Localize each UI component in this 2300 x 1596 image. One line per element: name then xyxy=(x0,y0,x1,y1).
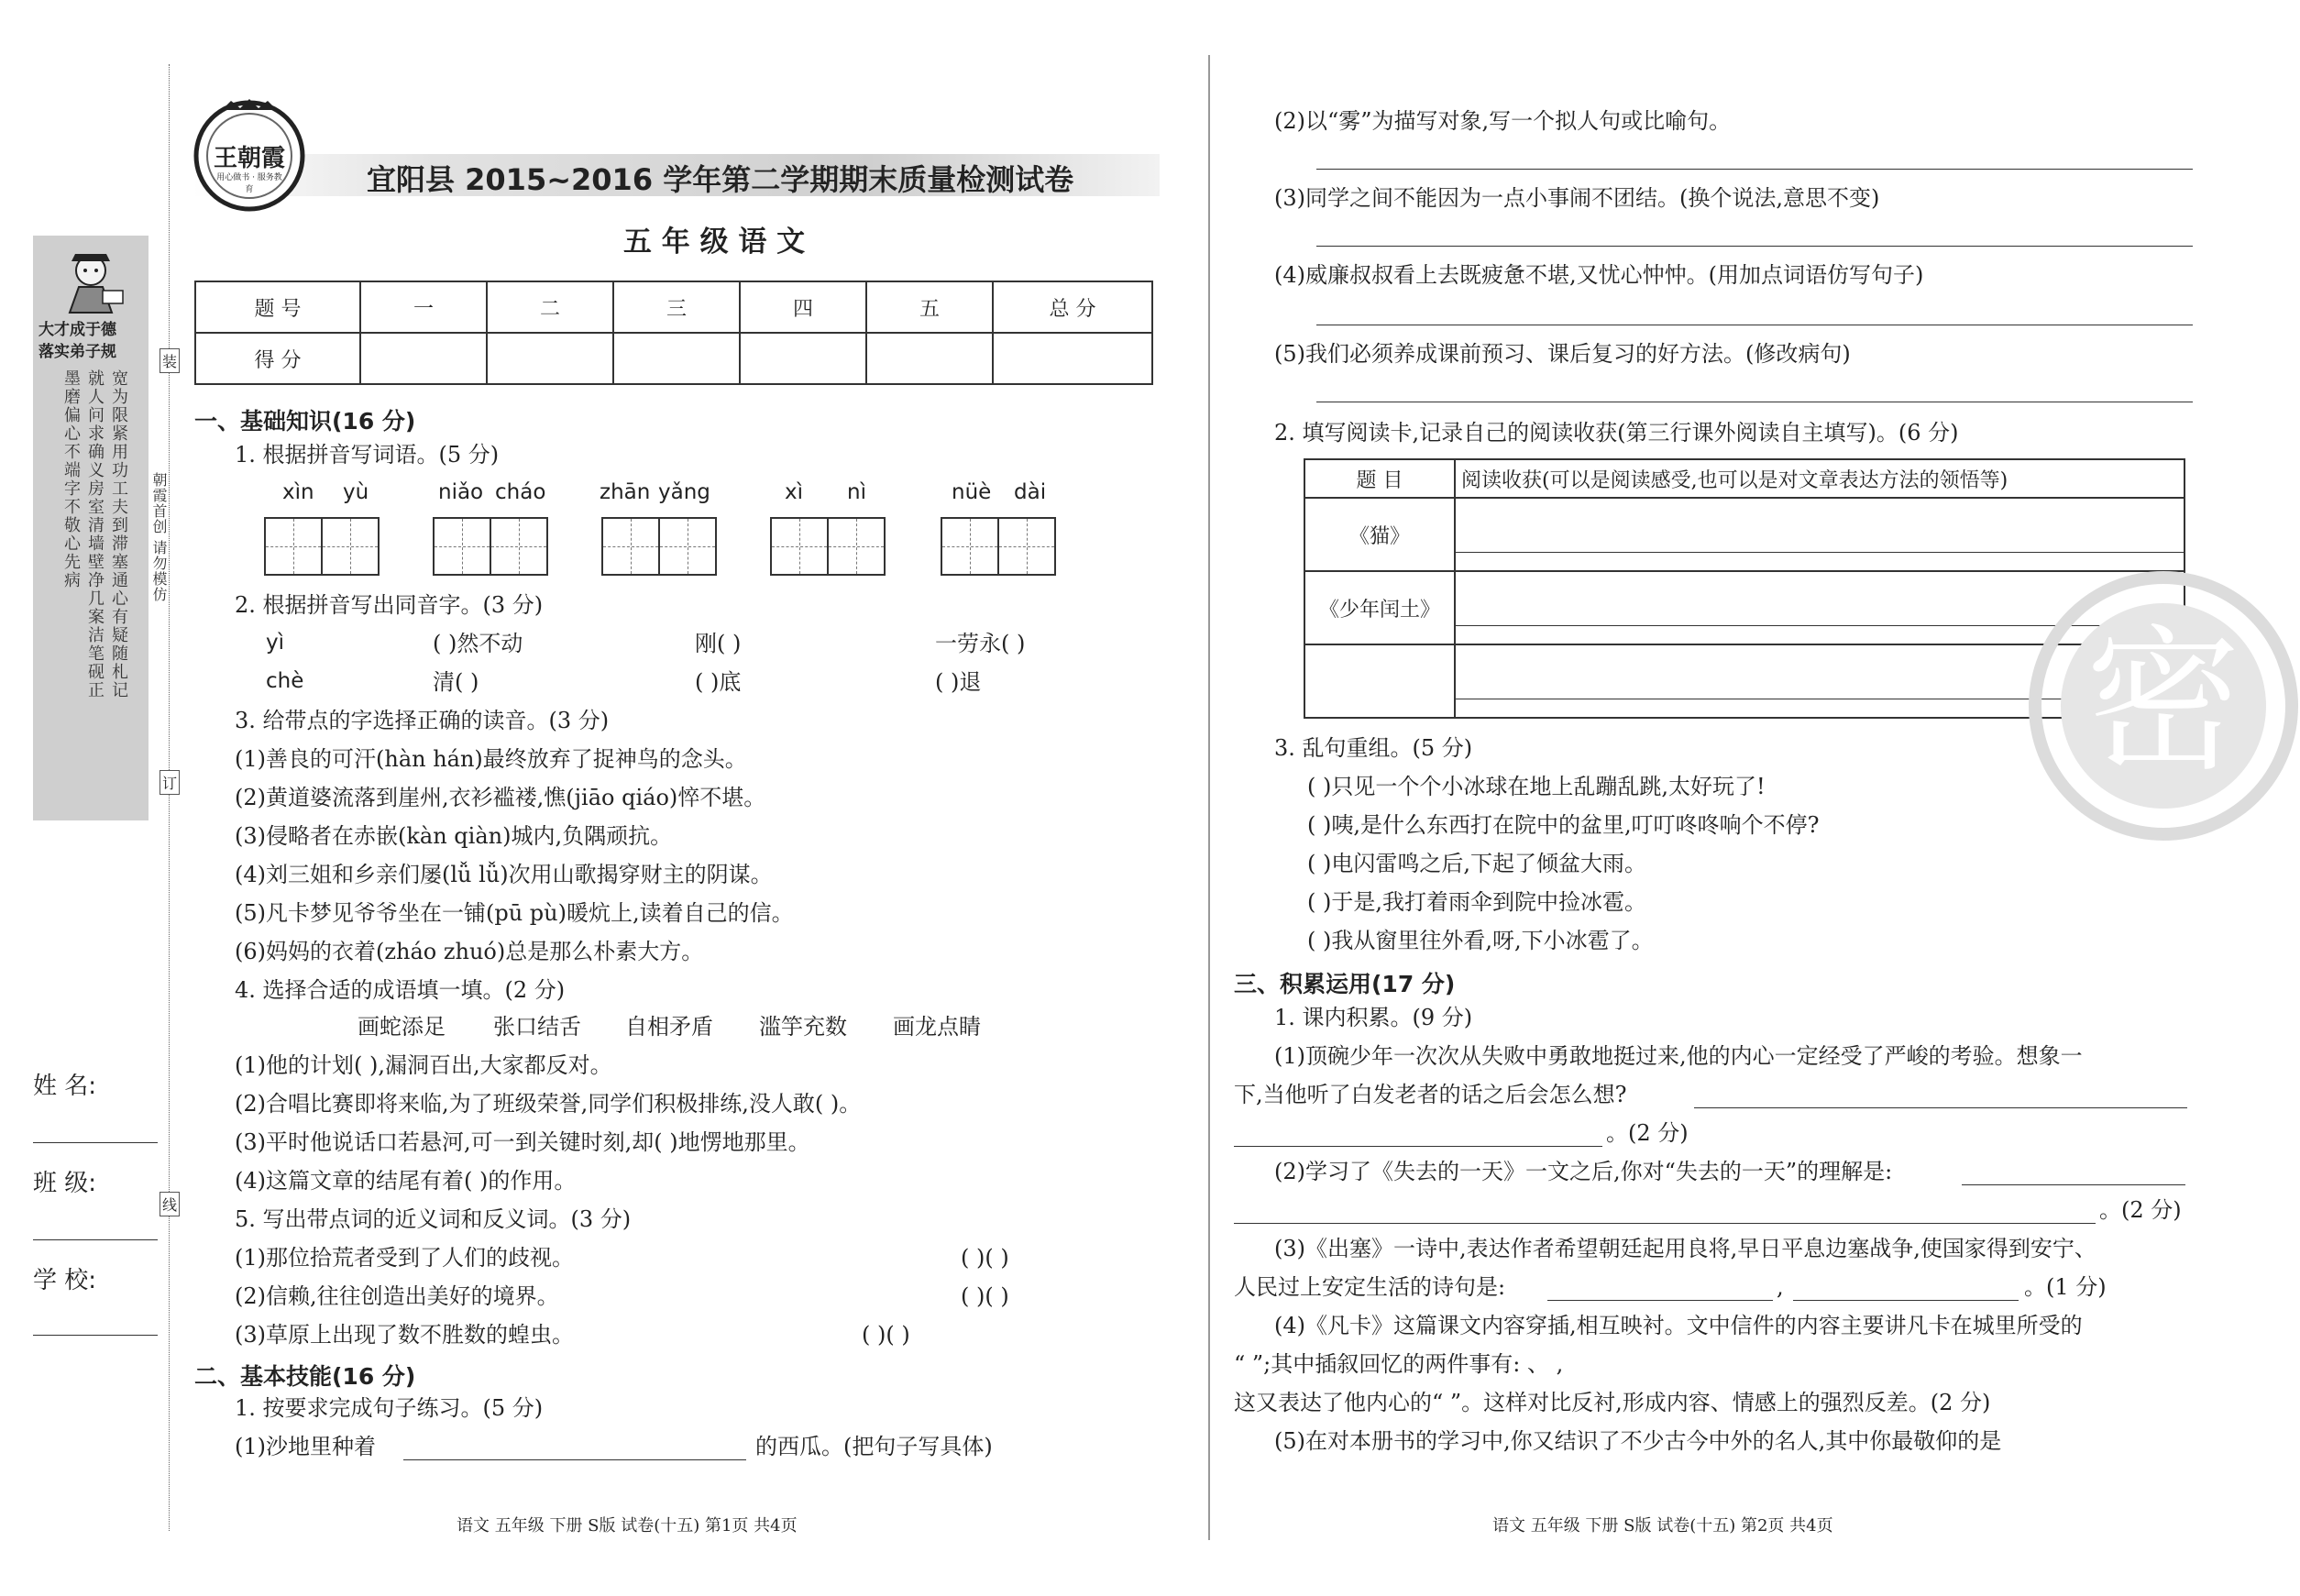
pinyin: yǎng xyxy=(658,480,710,504)
q3-item[interactable]: (1)善良的可汗(hàn hán)最终放弃了捉神鸟的念头。 xyxy=(235,746,747,772)
cut-mark-1: 装 xyxy=(160,348,180,373)
answer-line[interactable] xyxy=(403,1459,746,1460)
card-title[interactable] xyxy=(1304,644,1455,718)
rules-column-3: 墨磨偏心不端字不敬心先病 xyxy=(61,369,81,589)
slogan-1: 大才成于德 xyxy=(39,321,116,339)
class-label: 班 级: xyxy=(33,1170,97,1197)
s2-q1-1-pre: (1)沙地里种着 xyxy=(235,1434,376,1459)
writing-grid[interactable] xyxy=(264,517,378,576)
writing-grid[interactable] xyxy=(433,517,546,576)
s2-q1: 1. 按要求完成句子练习。(5 分) xyxy=(235,1395,544,1421)
s3-q1-4-line3[interactable]: 这又表达了他内心的“ ”。这样对比反衬,形成内容、情感上的强烈反差。(2 分) xyxy=(1234,1390,1991,1415)
q4-item[interactable]: (1)他的计划( ),漏洞百出,大家都反对。 xyxy=(235,1052,612,1078)
reorder-item[interactable]: ( )咦,是什么东西打在院中的盆里,叮叮咚咚响个不停? xyxy=(1307,812,1820,838)
s3-q1-1-line2: 下,当他听了白发老者的话之后会怎么想? xyxy=(1234,1082,1627,1107)
pinyin: cháo xyxy=(495,480,546,504)
s2-q3: 3. 乱句重组。(5 分) xyxy=(1274,735,1473,761)
q5-blanks[interactable]: ( )( ) xyxy=(862,1322,910,1348)
answer-line[interactable] xyxy=(1234,1146,1602,1147)
score-cell: 总 分 xyxy=(993,281,1152,333)
answer-line[interactable] xyxy=(1234,1223,2096,1224)
watermark-char: 密 xyxy=(2085,611,2241,793)
scholar-figure-icon xyxy=(51,245,130,314)
answer-line[interactable] xyxy=(1694,1107,2187,1108)
score-value-row xyxy=(195,333,1152,384)
name-label: 姓 名: xyxy=(33,1073,97,1100)
logo-text: 王朝霞 xyxy=(213,145,285,172)
score-label: 得 分 xyxy=(195,333,360,384)
homophone-blank[interactable]: 刚( ) xyxy=(695,631,742,656)
s2-q1-3: (3)同学之间不能因为一点小事闹不团结。(换个说法,意思不变) xyxy=(1274,185,1880,211)
q5-item: (2)信赖,往往创造出美好的境界。 xyxy=(235,1283,559,1309)
logo-subtitle: 用心做书 · 服务教育 xyxy=(216,173,282,194)
score-input[interactable] xyxy=(613,333,740,384)
school-label: 学 校: xyxy=(33,1267,97,1294)
idiom-option: 画蛇添足 xyxy=(358,1014,446,1040)
s1-q1: 1. 根据拼音写词语。(5 分) xyxy=(235,442,500,468)
s3-q1-5: (5)在对本册书的学习中,你又结识了不少古今中外的名人,其中你最敬仰的是 xyxy=(1274,1428,2002,1454)
s2-q2: 2. 填写阅读卡,记录自己的阅读收获(第三行课外阅读自主填写)。(6 分) xyxy=(1274,420,1959,446)
idiom-option: 画龙点睛 xyxy=(893,1014,981,1040)
q3-item[interactable]: (4)刘三姐和乡亲们屡(lǚ lǚ)次用山歌揭穿财主的阴谋。 xyxy=(235,862,773,887)
pinyin: xì xyxy=(785,480,804,504)
answer-line[interactable] xyxy=(1793,1300,2019,1301)
cut-mark-3: 线 xyxy=(160,1192,180,1216)
idiom-option: 张口结舌 xyxy=(493,1014,581,1040)
score-input[interactable] xyxy=(993,333,1152,384)
s3-q1-2: (2)学习了《失去的一天》一文之后,你对“失去的一天”的理解是: xyxy=(1274,1159,1893,1184)
s2-q1-4: (4)威廉叔叔看上去既疲惫不堪,又忧心忡忡。(用加点词语仿写句子) xyxy=(1274,262,1924,288)
card-head: 阅读收获(可以是阅读感受,也可以是对文章表达方法的领悟等) xyxy=(1455,459,2184,498)
footer-left: 语文 五年级 下册 S版 试卷(十五) 第1页 共4页 xyxy=(457,1516,798,1535)
reorder-item[interactable]: ( )我从窗里往外看,呀,下小冰雹了。 xyxy=(1307,928,1654,953)
answer-line[interactable] xyxy=(1547,1300,1773,1301)
q3-item[interactable]: (5)凡卡梦见爷爷坐在一铺(pū pù)暖炕上,读着自己的信。 xyxy=(235,900,794,926)
s3-q1-4-line2[interactable]: “ ”;其中插叙回忆的两件事有: 、 , xyxy=(1234,1351,1564,1377)
pinyin: yù xyxy=(343,480,369,504)
section3-title: 三、积累运用(17 分) xyxy=(1234,971,1456,997)
score-cell: 一 xyxy=(360,281,487,333)
q3-item[interactable]: (3)侵略者在赤嵌(kàn qiàn)城内,负隅顽抗。 xyxy=(235,823,673,849)
s3-q1: 1. 课内积累。(9 分) xyxy=(1274,1005,1473,1030)
q3-item[interactable]: (6)妈妈的衣着(zháo zhuó)总是那么朴素大方。 xyxy=(235,939,704,964)
writing-grid[interactable] xyxy=(770,517,884,576)
score-header-row xyxy=(195,281,1152,333)
pinyin: dài xyxy=(1014,480,1047,504)
writing-grid[interactable] xyxy=(601,517,715,576)
homophone-blank[interactable]: 清( ) xyxy=(433,669,479,695)
q3-item[interactable]: (2)黄道婆流落到崖州,衣衫褴褛,憔(jiāo qiáo)悴不堪。 xyxy=(235,785,766,810)
score-note: 。(2 分) xyxy=(1606,1120,1689,1146)
score-cell: 题 号 xyxy=(195,281,360,333)
comma: , xyxy=(1777,1274,1784,1300)
s1-q2: 2. 根据拼音写出同音字。(3 分) xyxy=(235,592,544,618)
s3-q1-4: (4)《凡卡》这篇课文内容穿插,相互映衬。文中信件的内容主要讲凡卡在城里所受的 xyxy=(1274,1313,2083,1338)
class-line[interactable] xyxy=(33,1239,158,1240)
score-input[interactable] xyxy=(866,333,993,384)
exam-title: 宜阳县 2015~2016 学年第二学期期末质量检测试卷 xyxy=(367,162,1074,197)
q5-item: (1)那位拾荒者受到了人们的歧视。 xyxy=(235,1245,574,1271)
no-copy-notice: 朝霞首创 请勿模仿 xyxy=(150,472,168,603)
homophone-blank[interactable]: ( )退 xyxy=(935,669,982,695)
q5-item: (3)草原上出现了数不胜数的蝗虫。 xyxy=(235,1322,574,1348)
pinyin: zhān xyxy=(600,480,651,504)
reorder-item[interactable]: ( )于是,我打着雨伞到院中捡冰雹。 xyxy=(1307,889,1646,915)
score-input[interactable] xyxy=(487,333,613,384)
score-note: 。(2 分) xyxy=(2099,1197,2182,1223)
cut-mark-2: 订 xyxy=(160,770,180,795)
score-cell: 五 xyxy=(866,281,993,333)
reorder-item[interactable]: ( )只见一个个小冰球在地上乱蹦乱跳,太好玩了! xyxy=(1307,774,1766,799)
q5-blanks[interactable]: ( )( ) xyxy=(961,1245,1009,1271)
section2-title: 二、基本技能(16 分) xyxy=(194,1363,416,1390)
s2-q1-1-post: 的西瓜。(把句子写具体) xyxy=(755,1434,993,1459)
s1-q5: 5. 写出带点词的近义词和反义词。(3 分) xyxy=(235,1206,632,1232)
q4-item[interactable]: (4)这篇文章的结尾有着( )的作用。 xyxy=(235,1168,577,1194)
name-line[interactable] xyxy=(33,1142,158,1143)
subject-title: 五 年 级 语 文 xyxy=(623,226,806,259)
pinyin: niǎo xyxy=(438,480,484,504)
card-head: 题 目 xyxy=(1304,459,1455,498)
q4-item[interactable]: (3)平时他说话口若悬河,可一到关键时刻,却( )地愣地那里。 xyxy=(235,1129,810,1155)
publisher-logo xyxy=(191,95,308,213)
answer-line[interactable] xyxy=(1316,169,2193,170)
homophone-blank[interactable]: ( )底 xyxy=(695,669,742,695)
s1-q4: 4. 选择合适的成语填一填。(2 分) xyxy=(235,977,566,1003)
confidential-seal-icon xyxy=(2026,568,2300,843)
answer-line[interactable] xyxy=(1316,246,2193,247)
score-cell: 二 xyxy=(487,281,613,333)
school-line[interactable] xyxy=(33,1335,158,1336)
pinyin: chè xyxy=(266,669,304,693)
side-strip xyxy=(33,236,149,820)
score-note: 。(1 分) xyxy=(2024,1274,2107,1300)
reorder-item[interactable]: ( )电闪雷鸣之后,下起了倾盆大雨。 xyxy=(1307,851,1646,876)
s2-q1-2: (2)以“雾”为描写对象,写一个拟人句或比喻句。 xyxy=(1274,108,1732,134)
score-cell: 四 xyxy=(740,281,866,333)
s1-q3: 3. 给带点的字选择正确的读音。(3 分) xyxy=(235,708,610,733)
s3-q1-1: (1)顶碗少年一次次从失败中勇敢地挺过来,他的内心一定经受了严峻的考验。想象一 xyxy=(1274,1043,2083,1069)
section1-title: 一、基础知识(16 分) xyxy=(194,408,416,435)
rules-column-2: 就人问求确义房室清墙壁净几案洁笔砚正 xyxy=(85,369,105,699)
pinyin: yì xyxy=(266,631,285,655)
pinyin: nüè xyxy=(952,480,992,504)
card-title: 《猫》 xyxy=(1304,498,1455,571)
answer-line[interactable] xyxy=(1962,1184,2185,1185)
rules-column-1: 宽为限紧用功工夫到滞塞通心有疑随札记 xyxy=(109,369,128,699)
card-answer[interactable] xyxy=(1455,498,2184,571)
writing-grid[interactable] xyxy=(941,517,1054,576)
idiom-option: 滥竽充数 xyxy=(759,1014,847,1040)
q4-item[interactable]: (2)合唱比赛即将来临,为了班级荣誉,同学们积极排练,没人敢( )。 xyxy=(235,1091,862,1117)
s3-q1-3: (3)《出塞》一诗中,表达作者希望朝廷起用良将,早日平息边塞战争,使国家得到安宁、 xyxy=(1274,1236,2096,1261)
score-cell: 三 xyxy=(613,281,740,333)
card-title: 《少年闰土》 xyxy=(1304,571,1455,644)
idiom-option: 自相矛盾 xyxy=(625,1014,713,1040)
score-input[interactable] xyxy=(740,333,866,384)
score-input[interactable] xyxy=(360,333,487,384)
homophone-blank[interactable]: 一劳永( ) xyxy=(935,631,1026,656)
pinyin: nì xyxy=(847,480,866,504)
q5-blanks[interactable]: ( )( ) xyxy=(961,1283,1009,1309)
page-divider xyxy=(1208,55,1210,1540)
binding-line xyxy=(169,64,170,1531)
homophone-blank[interactable]: ( )然不动 xyxy=(433,631,523,656)
pinyin: xìn xyxy=(282,480,314,504)
score-table xyxy=(194,281,1153,385)
slogan-2: 落实弟子规 xyxy=(39,343,116,361)
footer-right: 语文 五年级 下册 S版 试卷(十五) 第2页 共4页 xyxy=(1492,1516,1833,1535)
s2-q1-5: (5)我们必须养成课前预习、课后复习的好方法。(修改病句) xyxy=(1274,341,1851,367)
s3-q1-3-line2: 人民过上安定生活的诗句是: xyxy=(1234,1274,1506,1300)
